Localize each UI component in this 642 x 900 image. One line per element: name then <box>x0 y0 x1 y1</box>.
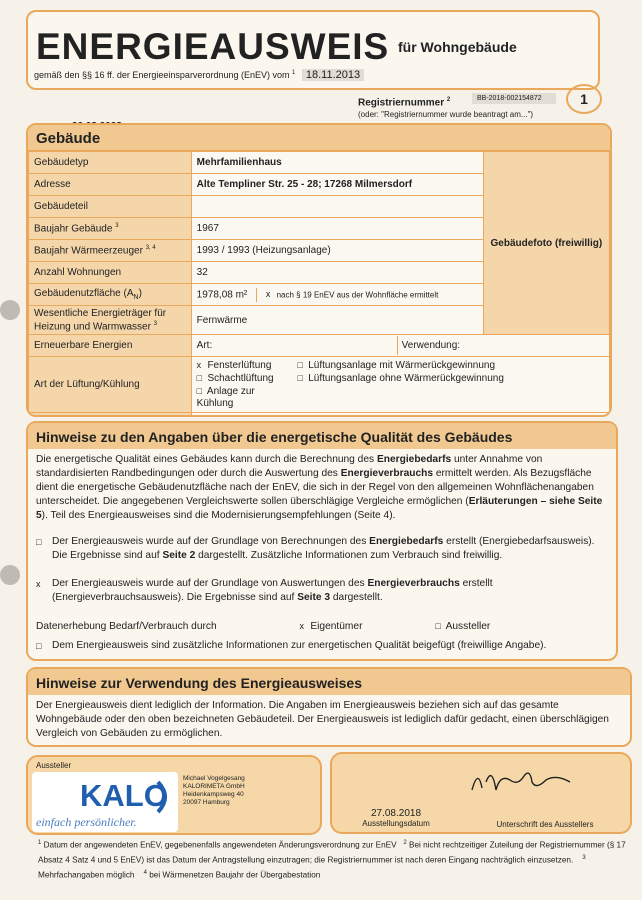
logo-swoosh-icon <box>156 780 174 814</box>
issuer-address: Michael Vogelgesang KALORIMETA GmbH Heidenkampsweg 40 20097 Hamburg <box>183 775 245 806</box>
signature-label: Unterschrift des Ausstellers <box>496 820 594 829</box>
issue-date: 27.08.2018 <box>370 808 422 819</box>
type-value: Mehrfamilienhaus <box>191 152 483 174</box>
renewables-label: Erneuerbare Energien <box>29 335 192 357</box>
heater-year-label: Baujahr Wärmeerzeuger $^{3, 4}$ <box>29 240 192 262</box>
checkbox-modernisation[interactable] <box>339 416 347 417</box>
building-photo-placeholder: Gebäudefoto (freiwillig) <box>483 152 609 335</box>
ventilation-label: Art der Lüftung/Kühlung <box>29 357 192 413</box>
issuer-label: Aussteller <box>36 761 72 770</box>
construction-year-value: 1967 <box>191 218 483 240</box>
checkbox-shaft-ventilation[interactable]: □ <box>196 373 203 383</box>
checkbox-cooling[interactable]: □ <box>196 386 203 396</box>
kalo-logo: KALO einfach persönlicher. <box>32 772 178 832</box>
checkbox-consumption-certificate[interactable]: x <box>36 579 41 589</box>
quality-hints-paragraph: Die energetische Qualität eines Gebäudes kann durch die Berechnung des Energiebedarfs unter Annahme von standardisierten Randbedingungen oder durch die Auswertung des Energieverbrauchs ermittelt werden. Als Bezugsfläche dient die energetische Gebäudenutzfläche nach der EnEV, die sich in der Regel von den allgemeinen Wohnflächenangaben unterscheidet. Die angegebenen Vergleichswerte sollen überschlägige Vergleiche ermöglichen (Erläuterungen – siehe Seite 5). Teil des Energieausweises sind die Modernisierungsempfehlungen (Seite 4). <box>36 454 603 521</box>
checkbox-ventilation-with-recovery[interactable]: □ <box>297 360 303 370</box>
building-part-label: Gebäudeteil <box>29 196 192 218</box>
punch-hole <box>0 300 20 320</box>
quality-hints-title: Hinweise zu den Angaben über die energetische Qualität des Gebäudes <box>28 423 616 449</box>
checkbox-demand-certificate[interactable]: □ <box>36 537 42 547</box>
building-part-value <box>191 196 483 218</box>
issuer-box <box>26 755 322 835</box>
address-label: Adresse <box>29 174 192 196</box>
building-table <box>28 151 610 417</box>
usage-hints-section <box>26 667 632 747</box>
consumption-option: x Der Energieausweis wurde auf der Grundlage von Auswertungen des Energieverbrauchs erstellt (Energieverbrauchsausweis). Die Ergebnisse sind auf Seite 3 dargestellt. <box>36 578 493 603</box>
document-subtitle: für Wohngebäude <box>398 39 517 55</box>
signature-image <box>466 760 576 800</box>
punch-hole <box>0 565 20 585</box>
extra-info-option: □ Dem Energieausweis sind zusätzliche Informationen zur energetischen Qualität beigefügt (freiwillige Angabe). <box>36 640 547 651</box>
energy-carrier-value: Fernwärme <box>191 306 483 335</box>
legal-basis: gemäß den §§ 16 ff. der Energieeinsparverordnung (EnEV) vom $^1$ 18.11.2013 <box>34 69 364 81</box>
document-title: ENERGIEAUSWEIS <box>36 26 390 67</box>
checkbox-owner[interactable]: x <box>299 621 305 631</box>
ventilation-options: x Fensterlüftung □ Schachtlüftung □ Lüftungsanlage mit Wärmerückgewinnung □ Lüftungsanlage ohne Wärmerückgewinnung □ Anlage zur Kühlung <box>191 357 609 413</box>
area-checkbox: x <box>265 289 271 300</box>
floor-area-value: 1978,08 m² x nach § 19 EnEV aus der Wohnfläche ermittelt <box>191 284 483 306</box>
usage-hints-text: Der Energieausweis dient lediglich der Information. Die Angaben im Energieausweis beziehen sich auf das gesamte Wohngebäude oder den oben bezeichneten Gebäudeteil. Der Energieausweis ist lediglich dafür gedacht, einen überschlägigen Vergleich von Gebäuden zu ermöglichen. <box>36 700 609 739</box>
enev-date: 18.11.2013 <box>302 69 364 81</box>
page-number: 1 <box>566 84 602 114</box>
energy-carrier-label: Wesentliche Energieträger für Heizung und Warmwasser $^3$ <box>29 306 192 335</box>
signature-box <box>330 752 632 834</box>
quality-hints-section <box>26 421 618 661</box>
heater-year-value: 1993 / 1993 (Heizungsanlage) <box>191 240 483 262</box>
issue-date-label: Ausstellungsdatum <box>362 819 430 828</box>
checkbox-window-ventilation[interactable]: x <box>196 360 202 370</box>
building-section <box>26 123 612 417</box>
checkbox-extra-info[interactable]: □ <box>36 641 42 651</box>
units-label: Anzahl Wohnungen <box>29 262 192 284</box>
demand-option: □ Der Energieausweis wurde auf der Grundlage von Berechnungen des Energiebedarfs erstellt (Energiebedarfsausweis). Die Ergebnisse sind auf Seite 2 dargestellt. Zusätzliche Informationen zum Verbrauch sind freiwillig. <box>36 536 595 561</box>
issue-reason-label <box>29 413 192 418</box>
registration-note: (oder: "Registriernummer wurde beantragt am...") <box>358 110 534 119</box>
checkbox-issuer[interactable]: □ <box>435 621 441 631</box>
checkbox-other[interactable] <box>512 416 520 417</box>
type-label: Gebäudetyp <box>29 152 192 174</box>
renewables-value: Art: Verwendung: <box>191 335 609 357</box>
building-section-title: Gebäude <box>28 125 610 151</box>
address-value: Alte Templiner Str. 25 - 28; 17268 Milmersdorf <box>191 174 483 196</box>
construction-year-label: Baujahr Gebäude $^3$ <box>29 218 192 240</box>
registration-number: BB-2018-002154872 <box>472 93 556 104</box>
usage-hints-title: Hinweise zur Verwendung des Energieausweises <box>28 669 630 695</box>
footnotes: $^1$ Datum der angewendeten EnEV, gegebenenfalls angewendeten Änderungsverordnung zur EnEV $^2$ Bei nicht rechtzeitiger Zuteilung der Registriernummer (§ 17 Absatz 4 Satz 4 und 5 EnEV) ist das Datum der Antragstellung einzutragen; die Registriernummer ist nach deren Eingang nachträglich einzusetzen. $^3$ Mehrfachangaben möglich $^4$ bei Wärmenetzen Baujahr der Übergabestation <box>38 840 626 881</box>
registration-label: Registriernummer $^2$ <box>358 97 451 109</box>
data-collection-row: Datenerhebung Bedarf/Verbrauch durch x Eigentümer □ Aussteller <box>36 621 491 632</box>
checkbox-ventilation-without-recovery[interactable]: □ <box>297 373 303 383</box>
units-value: 32 <box>191 262 483 284</box>
checkbox-new-building[interactable] <box>197 416 205 417</box>
issue-date-block <box>354 808 438 828</box>
floor-area-label: Gebäudenutzfläche $(A_N)$ <box>29 284 192 306</box>
issue-reason-options <box>191 413 609 418</box>
